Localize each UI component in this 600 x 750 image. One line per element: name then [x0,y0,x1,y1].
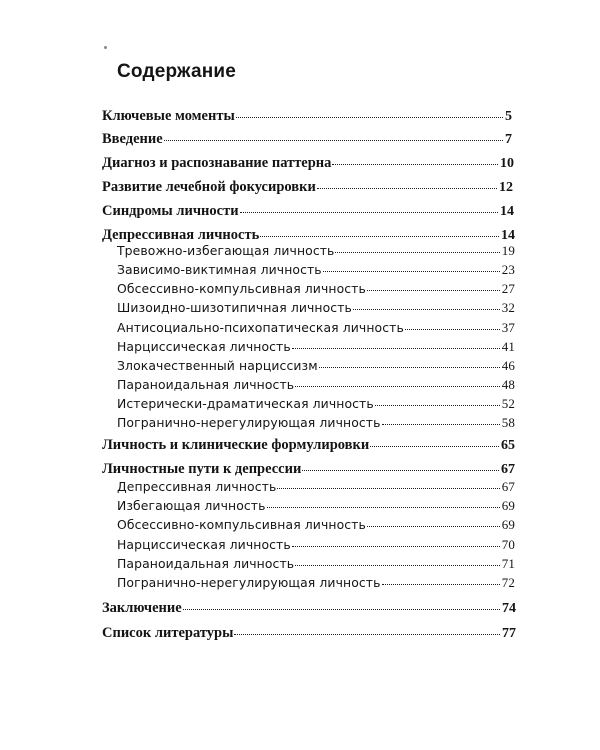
toc-entry-page: 52 [501,396,515,411]
toc-entry-page: 27 [501,281,515,296]
toc-entry-page: 5 [505,109,512,124]
toc-entry-label: Истерически-драматическая личность [117,396,374,411]
toc-entry-label: Обсессивно-компульсивная личность [117,517,366,532]
toc-subentry [117,575,515,595]
dot-leader [295,565,500,566]
toc-entry-paths [102,461,515,481]
toc-entry-page: 32 [501,300,515,315]
toc-entry-page: 10 [500,156,514,171]
dot-leader [335,252,499,253]
toc-entry-label: Депрессивная личность [102,227,260,243]
toc-subentry [117,396,515,416]
toc-entry-label: Диагноз и распознавание паттерна [102,155,332,171]
dot-leader [323,271,500,272]
dot-leader [164,140,503,141]
toc-subentry [117,262,515,282]
dot-leader [382,584,500,585]
toc-entry-label: Депрессивная личность [117,479,277,494]
toc-entry-label: Личность и клинические формулировки [102,437,370,453]
toc-entry-label: Заключение [102,600,182,616]
toc-entry-page: 74 [502,601,516,616]
toc-subentry [117,339,515,359]
toc-entry-label: Зависимо-виктимная личность [117,262,322,277]
dot-leader [183,609,500,610]
toc-entry-page: 7 [505,132,512,147]
toc-entry-focus [102,179,513,199]
dot-leader [292,348,500,349]
toc-entry-page: 71 [501,556,515,571]
toc-entry-page: 72 [501,575,515,590]
toc-entry-label: Погранично-нерегулирующая личность [117,575,381,590]
dot-leader [367,526,500,527]
toc-subentry [117,415,515,435]
dot-leader [277,488,499,489]
toc-entry-page: 67 [501,479,515,494]
toc-entry-label: Шизоидно-шизотипичная личность [117,300,352,315]
toc-entry-page: 69 [501,498,515,513]
dot-leader [367,290,500,291]
toc-subentry [117,320,515,340]
toc-entry-label: Ключевые моменты [102,108,235,124]
toc-entry-page: 14 [500,204,514,219]
dot-leader [382,424,500,425]
toc-entry-page: 58 [501,415,515,430]
toc-entry-page: 67 [501,462,515,477]
dot-leader [405,329,500,330]
toc-entry-page: 37 [501,320,515,335]
dot-leader [353,309,500,310]
dot-leader [295,386,500,387]
toc-entry-page: 41 [501,339,515,354]
toc-entry-label: Синдромы личности [102,203,239,219]
toc-subentry [117,537,515,557]
toc-entry-page: 46 [501,358,515,373]
dot-leader [240,212,498,213]
toc-entry-references [102,625,516,645]
toc-subentry [117,243,515,263]
toc-entry-label: Параноидальная личность [117,377,295,392]
toc-entry-page: 48 [501,377,515,392]
toc-entry-label: Нарциссическая личность [117,537,291,552]
toc-entry-page: 70 [501,537,515,552]
paper-speck [104,46,107,49]
toc-entry-label: Нарциссическая личность [117,339,291,354]
toc-entry-page: 69 [501,517,515,532]
toc-subentry [117,517,515,537]
toc-subentry [117,281,515,301]
toc-subentry [117,556,515,576]
toc-entry-syndromes [102,203,514,223]
toc-entry-formulations [102,437,515,457]
dot-leader [375,405,500,406]
dot-leader [370,446,499,447]
dot-leader [317,188,497,189]
dot-leader [234,634,500,635]
toc-title: Содержание [117,61,237,82]
toc-entry-label: Злокачественный нарциссизм [117,358,318,373]
toc-entry-label: Личностные пути к депрессии [102,461,302,477]
toc-entry-page: 23 [501,262,515,277]
toc-entry-label: Антисоциально-психопатическая личность [117,320,404,335]
toc-entry-label: Параноидальная личность [117,556,295,571]
dot-leader [292,546,500,547]
toc-entry-label: Погранично-нерегулирующая личность [117,415,381,430]
toc-entry-page: 12 [499,180,513,195]
toc-entry-page: 77 [502,626,516,641]
toc-entry-label: Избегающая личность [117,498,266,513]
toc-entry-page: 14 [501,228,515,243]
toc-subentry [117,358,515,378]
toc-subentry [117,498,515,518]
toc-entry-diagnosis [102,155,514,175]
toc-subentry [117,377,515,397]
toc-subentry [117,479,515,499]
toc-entry-page: 65 [501,438,515,453]
toc-entry-label: Список литературы [102,625,234,641]
dot-leader [260,236,499,237]
toc-entry-label: Тревожно-избегающая личность [117,243,335,258]
toc-entry-introduction [102,131,512,151]
dot-leader [267,507,500,508]
dot-leader [319,367,500,368]
toc-entry-key-points [102,108,512,128]
toc-entry-label: Введение [102,131,163,147]
dot-leader [302,470,499,471]
toc-entry-label: Обсессивно-компульсивная личность [117,281,366,296]
dot-leader [236,117,503,118]
toc-subentry [117,300,515,320]
toc-entry-label: Развитие лечебной фокусировки [102,179,316,195]
toc-entry-page: 19 [501,243,515,258]
toc-entry-conclusion [102,600,516,620]
dot-leader [332,164,498,165]
